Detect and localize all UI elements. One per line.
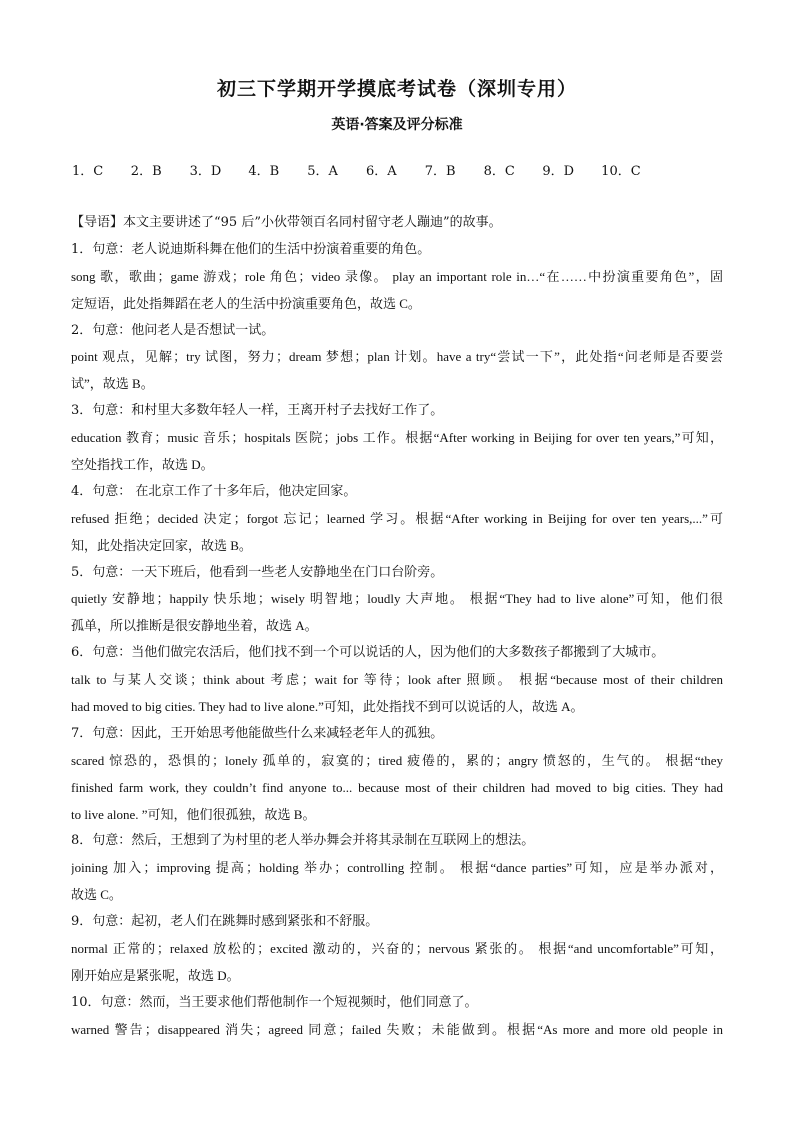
q7-evidence: finished farm work, they couldn’t find anyone to... because most of their children had moved to big cities. They had bbox=[71, 779, 723, 795]
q4-options: refused 拒绝；decided 决定；forgot 忘记；learned 学习。根据“After working in Beijing for over ten years,...”可 bbox=[71, 510, 723, 526]
q7-options: scared 惊恐的，恐惧的；lonely 孤单的，寂寞的；tired 疲倦的，累的；angry 愤怒的，生气的。 根据“they bbox=[71, 752, 723, 768]
q1-options: song 歌，歌曲；game 游戏；role 角色；video 录像。 play an important role in…“在……中扮演重要角色”，固 bbox=[71, 268, 723, 284]
q4-meaning: 4．句意： 在北京工作了十多年后，他决定回家。 bbox=[71, 483, 357, 499]
explanation-body bbox=[71, 210, 723, 1044]
answer-9: 9．D bbox=[542, 164, 575, 179]
q8-meaning: 8．句意：然后，王想到了为村里的老人举办舞会并将其录制在互联网上的想法。 bbox=[71, 833, 535, 849]
q2-conclusion: 试”，故选 B。 bbox=[71, 376, 154, 392]
q6-meaning: 6．句意：当他们做完农活后，他们找不到一个可以说话的人，因为他们的大多数孩子都搬到了大城市。 bbox=[71, 645, 665, 661]
q3-conclusion: 空处指找工作，故选 D。 bbox=[71, 457, 214, 473]
q9-options: normal 正常的；relaxed 放松的；excited 激动的，兴奋的；nervous 紧张的。 根据“and uncomfortable”可知， bbox=[71, 941, 723, 957]
page-subtitle: 英语·答案及评分标准 bbox=[331, 117, 463, 133]
q2-meaning: 2．句意：他问老人是否想试一试。 bbox=[71, 322, 275, 338]
q5-conclusion: 孤单，所以推断是很安静地坐着，故选 A。 bbox=[71, 618, 318, 634]
q3-meaning: 3．句意：和村里大多数年轻人一样，王离开村子去找好工作了。 bbox=[71, 403, 444, 419]
answer-7: 7．B bbox=[424, 164, 456, 179]
answer-10: 10．C bbox=[601, 164, 641, 179]
q2-options: point 观点，见解；try 试图，努力；dream 梦想；plan 计划。have a try“尝试一下”，此处指“问老师是否要尝 bbox=[71, 349, 723, 365]
answer-4: 4．B bbox=[248, 164, 280, 179]
q6-conclusion: had moved to big cities. They had to live alone.”可知，此处指找不到可以说话的人，故选 A。 bbox=[71, 699, 584, 715]
answer-8: 8．C bbox=[483, 164, 515, 179]
answer-1: 1．C bbox=[72, 164, 104, 179]
q5-meaning: 5．句意：一天下班后，他看到一些老人安静地坐在门口台阶旁。 bbox=[71, 564, 444, 580]
q8-conclusion: 故选 C。 bbox=[71, 887, 122, 903]
answer-6: 6．A bbox=[365, 164, 397, 179]
q4-conclusion: 知，此处指决定回家，故选 B。 bbox=[71, 537, 252, 553]
q10-meaning: 10．句意：然而，当王要求他们帮他制作一个短视频时，他们同意了。 bbox=[71, 994, 478, 1010]
q7-conclusion: to live alone. ”可知，他们很孤独，故选 B。 bbox=[71, 806, 316, 822]
answer-3: 3．D bbox=[189, 164, 222, 179]
q7-meaning: 7．句意：因此，王开始思考他能做些什么来减轻老年人的孤独。 bbox=[71, 725, 444, 741]
q5-options: quietly 安静地；happily 快乐地；wisely 明智地；loudly 大声地。 根据“They had to live alone”可知，他们很 bbox=[71, 591, 723, 607]
intro-line: 【导语】本文主要讲述了“95 后”小伙带领百名同村留守老人蹦迪”的故事。 bbox=[71, 215, 502, 230]
q9-meaning: 9．句意：起初，老人们在跳舞时感到紧张和不舒服。 bbox=[71, 914, 379, 930]
answer-5: 5．A bbox=[307, 164, 338, 179]
q8-options: joining 加入；improving 提高；holding 举办；controlling 控制。 根据“dance parties”可知，应是举办派对， bbox=[71, 860, 723, 876]
q9-conclusion: 刚开始应是紧张呢，故选 D。 bbox=[71, 967, 240, 983]
q10-options: warned 警告；disappeared 消失；agreed 同意；failed 失败；未能做到。根据“As more and more old people in bbox=[71, 1021, 723, 1037]
q1-conclusion: 定短语，此处指舞蹈在老人的生活中扮演重要角色，故选 C。 bbox=[71, 295, 421, 311]
page-title: 初三下学期开学摸底考试卷（深圳专用） bbox=[216, 78, 577, 100]
answer-key-row bbox=[72, 160, 660, 179]
q3-options: education 教育；music 音乐；hospitals 医院；jobs 工作。根据“After working in Beijing for over ten years,”可知， bbox=[71, 430, 723, 446]
q1-meaning: 1．句意：老人说迪斯科舞在他们的生活中扮演着重要的角色。 bbox=[71, 241, 431, 257]
answer-2: 2．B bbox=[130, 164, 162, 179]
q6-options: talk to 与某人交谈；think about 考虑；wait for 等待；look after 照顾。 根据“because most of their children bbox=[71, 672, 723, 688]
